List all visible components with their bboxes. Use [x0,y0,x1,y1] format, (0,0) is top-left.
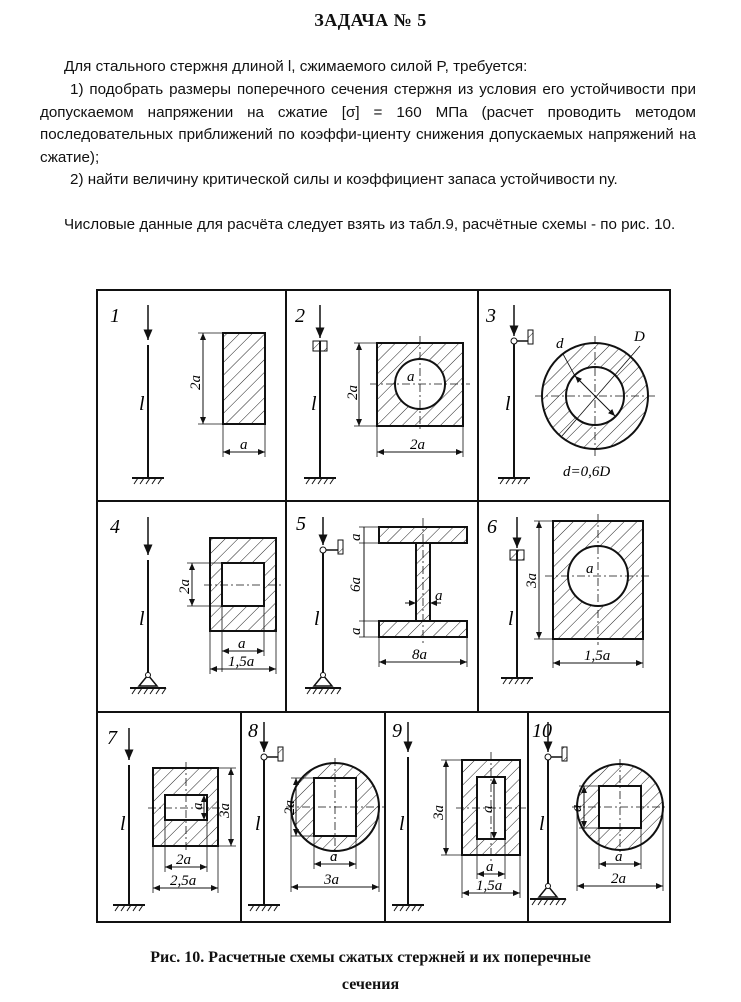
dim-label: a [238,636,246,652]
dim-label: 6a [348,577,364,592]
dim-label: 3a [217,803,233,818]
dim-label: D [634,329,645,345]
rod-length-label: l [120,813,126,835]
dim-label: 2a [188,375,204,390]
dim-label: a [330,849,338,865]
panel-1 [110,305,265,484]
panel-8 [248,720,384,911]
dim-label: a [348,533,364,541]
page-title: ЗАДАЧА № 5 [314,10,427,30]
dim-label: 2a [611,871,626,887]
figure-caption-line2: сечения [341,976,400,993]
requirement-2: 2) найти величину критической силы и коэффициент запаса устойчивости nу. [70,171,618,188]
requirement-1: 1) подобрать размеры поперечного сечения стержня из условия его устойчивости при допускаемом напряжении на сжатие [σ] = 160 МПа (расчет проводить методом последовательных приближений по коэффи-циенту снижения допускаемых напряжений на сжатие); [40,81,696,166]
panel-number: 8 [248,720,258,742]
dim-label: 3a [324,872,339,888]
dim-label: a [240,437,248,453]
panel-2 [295,305,470,484]
dim-label: a [569,804,585,812]
panel-5 [296,513,467,694]
rod-length-label: l [139,608,145,630]
dim-label: d=0,6D [563,464,611,480]
dim-label: 8a [412,647,427,663]
panel-number: 9 [392,720,402,742]
dim-label: 2a [410,437,425,453]
rod-length-label: l [255,813,261,835]
panel-number: 5 [296,513,306,535]
dim-label: 3a [524,573,540,588]
rod-length-label: l [139,393,145,415]
panel-3 [485,305,655,484]
rod-length-label: l [505,393,511,415]
panel-number: 6 [487,516,497,538]
dim-label: 2a [345,385,361,400]
panel-10 [530,720,668,905]
rod-length-label: l [311,393,317,415]
dim-label: 2a [176,852,191,868]
rod-length-label: l [508,608,514,630]
panel-number: 4 [110,516,120,538]
dim-label: a [407,369,415,385]
rod-length-label: l [314,608,320,630]
panel-9 [392,720,526,911]
dim-label: 2,5a [170,873,197,889]
rod-length-label: l [399,813,405,835]
dim-label: 3a [431,805,447,820]
dim-label: 2a [282,800,298,815]
dim-label: a [615,849,623,865]
panel-7 [107,727,236,911]
dim-label: a [486,859,494,875]
dim-label: 2a [177,579,193,594]
rod-length-label: l [539,813,545,835]
dim-label: 1,5a [476,878,503,894]
figure-caption: Рис. 10. Расчетные схемы сжатых стержней и их поперечные [150,949,591,966]
intro-paragraph: Для стального стержня длиной l, сжимаемого силой P, требуется: [64,58,528,75]
panel-number: 2 [295,305,305,327]
panel-number: 1 [110,305,120,327]
dim-label: 1,5a [584,648,611,664]
dim-label: a [480,805,496,813]
dim-label: a [348,627,364,635]
panel-number: 10 [532,720,552,742]
data-note: Числовые данные для расчёта следует взять из табл.9, расчётные схемы - по рис. 10. [64,216,676,233]
panel-4 [110,516,282,694]
panel-number: 3 [486,305,496,327]
panel-number: 7 [107,727,117,749]
dim-label: 1,5a [228,654,255,670]
dim-label: a [190,802,206,810]
dim-label: a [435,588,443,604]
dim-label: a [586,561,594,577]
panel-6 [487,514,650,684]
dim-label: d [556,336,564,352]
